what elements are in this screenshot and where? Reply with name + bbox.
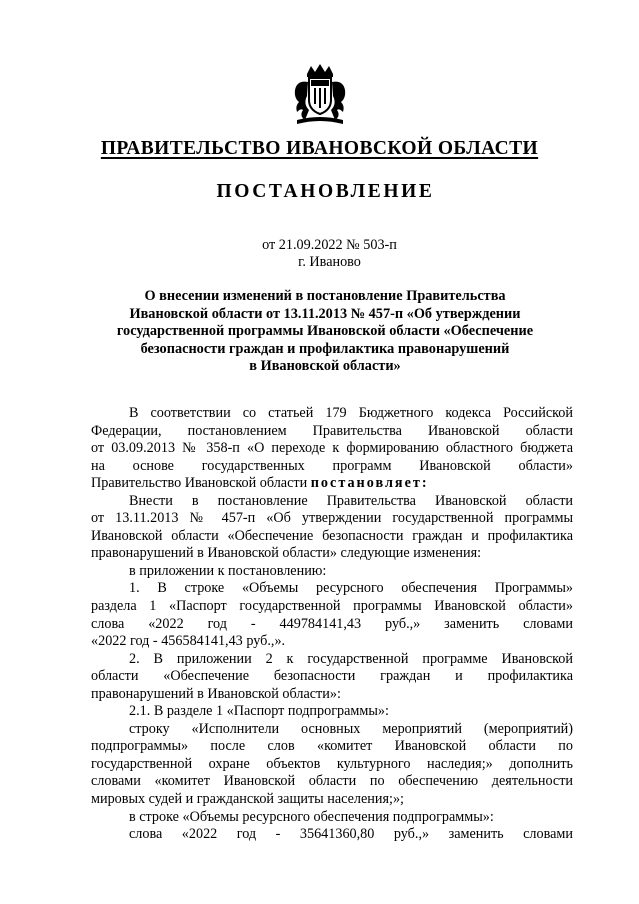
paragraph-line: строку «Исполнители основных мероприятий (мероприятий) [129,720,573,737]
preamble-line: В соответствии со статьей 179 Бюджетного кодекса Российской [129,405,573,421]
preamble-line: от 03.09.2013 № 358-п «О переходе к формированию областного бюджета [91,440,573,457]
paragraph-line: мировых судей и гражданской защиты населения;»; [91,791,404,808]
resolves-word: постановляет: [310,475,429,492]
preamble-line: Федерации, постановлением Правительства Ивановской области [91,422,573,439]
paragraph-line: 1. В строке «Объемы ресурсного обеспечения Программы» [129,580,573,597]
paragraph-line: «2022 год - 456584141,43 руб.,». [91,633,286,650]
preamble-subject: Правительство Ивановской области [91,475,311,492]
paragraph-line: словами «комитет Ивановской области по обеспечению деятельности [91,773,573,790]
paragraph-line: подпрограммы» после слов «комитет Ивановской области по [91,738,573,755]
preamble-closing [91,475,573,493]
subject-line: О внесении изменений в постановление Правительства [144,288,506,304]
paragraph-line: Внести в постановление Правительства Ивановской области [129,492,573,509]
paragraph-line: правонарушений в Ивановской области» следующие изменения: [91,545,482,562]
government-title: ПРАВИТЕЛЬСТВО ИВАНОВСКОЙ ОБЛАСТИ [100,138,539,159]
paragraph-line: области «Обеспечение безопасности граждан и профилактика [91,668,573,685]
paragraph-line: в строке «Объемы ресурсного обеспечения подпрограммы»: [129,808,494,825]
subject-line: государственной программы Ивановской области «Обеспечение [116,323,534,340]
paragraph-line: слова «2022 год - 449784141,43 руб.,» заменить словами [91,615,573,632]
paragraph-line: от 13.11.2013 № 457-п «Об утверждении государственной программы [91,510,573,527]
paragraph-line: правонарушений в Ивановской области»: [91,685,341,702]
paragraph-line: 2. В приложении 2 к государственной программе Ивановской [129,650,573,667]
subject-line: безопасности граждан и профилактика правонарушений [140,340,510,357]
document-date-number: от 21.09.2022 № 503-п [262,237,397,253]
subject-line: Ивановской области от 13.11.2013 № 457-п «Об утверждении [129,305,521,322]
preamble-line: на основе государственных программ Ивановской области» [91,457,573,474]
paragraph-line: Ивановской области «Обеспечение безопасности граждан и профилактика [91,527,573,544]
paragraph-line: государственной охране объектов культурного наследия;» дополнить [91,755,573,772]
document-type-heading: ПОСТАНОВЛЕНИЕ [216,181,435,202]
document-subject [100,288,550,376]
subject-line: в Ивановской области» [249,358,401,375]
paragraph-line: раздела 1 «Паспорт государственной программы Ивановской области» [91,598,573,615]
document-city: г. Иваново [298,254,361,270]
paragraph-line: слова «2022 год - 35641360,80 руб.,» заменить словами [129,826,573,843]
ivanovo-coat-of-arms-icon [291,64,349,126]
paragraph-line: 2.1. В разделе 1 «Паспорт подпрограммы»: [129,703,389,720]
paragraph-line: в приложении к постановлению: [129,562,327,579]
document-body [91,405,573,844]
